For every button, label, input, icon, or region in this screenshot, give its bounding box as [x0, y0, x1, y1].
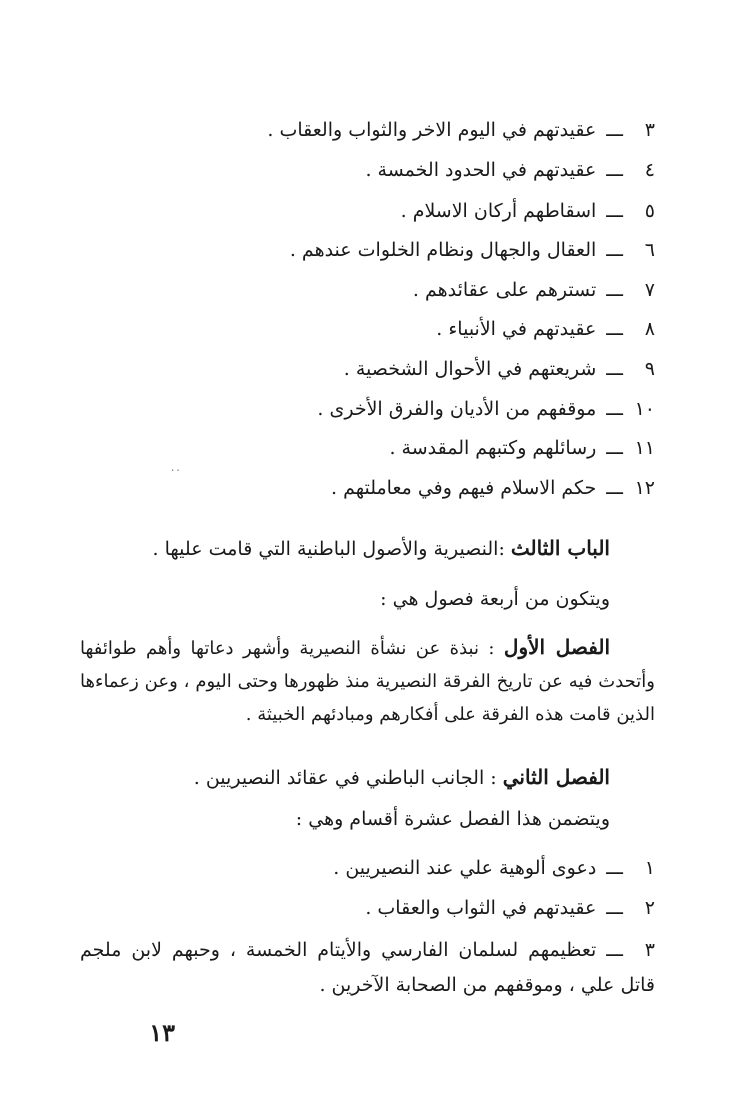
item-text: تسترهم على عقائدهم .: [412, 279, 597, 301]
list-item: ٣ـــعقيدتهم في اليوم الاخر والثواب والعقاب .: [267, 119, 655, 141]
section-intro: ويتضمن هذا الفصل عشرة أقسام وهي :: [295, 808, 610, 830]
chapter-intro: ويتكون من أربعة فصول هي :: [380, 588, 610, 610]
item-number: ١: [644, 857, 655, 879]
item-number: ١١: [634, 437, 655, 459]
list-item: ٣ـــتعظيمهم لسلمان الفارسي والأيتام الخمسة ، وحبهم لابن ملجم قاتل علي ، وموقفهم من الصحابة الآخرين .: [80, 933, 655, 1003]
item-text: عقيدتهم في الحدود الخمسة .: [365, 159, 597, 181]
item-number: ٦: [644, 239, 655, 261]
item-number: ٥: [644, 200, 655, 222]
item-number: ١٢: [634, 477, 655, 499]
item-text: دعوى ألوهية علي عند النصيريين .: [333, 857, 597, 879]
section-label: الفصل الأول: [503, 635, 610, 659]
list-item: ٢ـــعقيدتهم في الثواب والعقاب .: [365, 897, 655, 919]
item-text: اسقاطهم أركان الاسلام .: [400, 200, 597, 222]
item-number: ٣: [644, 119, 655, 141]
item-number: ٩: [644, 358, 655, 380]
list-item: ٤ـــعقيدتهم في الحدود الخمسة .: [365, 159, 655, 181]
section-paragraph: [80, 631, 655, 731]
item-number: ٣: [644, 939, 655, 961]
chapter-label: الباب الثالث: [510, 536, 610, 560]
list-item: ١١ـــرسائلهم وكتبهم المقدسة .: [389, 437, 655, 459]
list-item: ٦ـــالعقال والجهال ونظام الخلوات عندهم .: [289, 239, 655, 261]
list-item: ١٠ـــموقفهم من الأديان والفرق الأخرى .: [317, 398, 655, 420]
item-text: عقيدتهم في الأنبياء .: [436, 318, 597, 340]
item-number: ٤: [644, 159, 655, 181]
speck-mark: ٠٠: [170, 465, 181, 476]
item-text: عقيدتهم في اليوم الاخر والثواب والعقاب .: [267, 119, 597, 141]
item-number: ١٠: [634, 398, 655, 420]
chapter-title: :النصيرية والأصول الباطنية التي قامت عليها .: [152, 538, 505, 560]
list-item: ٨ـــعقيدتهم في الأنبياء .: [436, 318, 655, 340]
section-text: : الجانب الباطني في عقائد النصيريين .: [193, 767, 497, 789]
item-text: تعظيمهم لسلمان الفارسي والأيتام الخمسة ، وحبهم لابن ملجم قاتل علي ، وموقفهم من الصحابة الآخرين .: [80, 939, 655, 996]
chapter-heading: [153, 535, 610, 562]
item-number: ٧: [644, 279, 655, 301]
item-number: ٨: [644, 318, 655, 340]
list-item: ١ـــدعوى ألوهية علي عند النصيريين .: [333, 857, 655, 879]
section-text: : نبذة عن نشأة النصيرية وأشهر دعاتها وأهم طوائفها وأتحدث فيه عن تاريخ الفرقة النصيرية منذ ظهورها وحتى اليوم ، وعن زعماءها الذين قامت هذه الفرقة على أفكارهم ومبادئهم الخبيثة .: [80, 638, 655, 725]
list-item: ٧ـــتسترهم على عقائدهم .: [412, 279, 655, 301]
section-label: الفصل الثاني: [502, 765, 610, 789]
item-number: ٢: [644, 897, 655, 919]
list-item: ٩ـــشريعتهم في الأحوال الشخصية .: [343, 358, 655, 380]
list-item: ٥ـــاسقاطهم أركان الاسلام .: [400, 200, 655, 222]
item-text: عقيدتهم في الثواب والعقاب .: [365, 897, 597, 919]
list-item: ١٢ـــحكم الاسلام فيهم وفي معاملتهم .: [330, 477, 655, 499]
item-text: رسائلهم وكتبهم المقدسة .: [389, 437, 597, 459]
item-text: شريعتهم في الأحوال الشخصية .: [343, 358, 597, 380]
item-text: حكم الاسلام فيهم وفي معاملتهم .: [330, 477, 597, 499]
item-text: العقال والجهال ونظام الخلوات عندهم .: [289, 239, 597, 261]
section-heading: [194, 764, 610, 791]
page-number: ١٣: [149, 1018, 175, 1047]
item-text: موقفهم من الأديان والفرق الأخرى .: [317, 398, 597, 420]
